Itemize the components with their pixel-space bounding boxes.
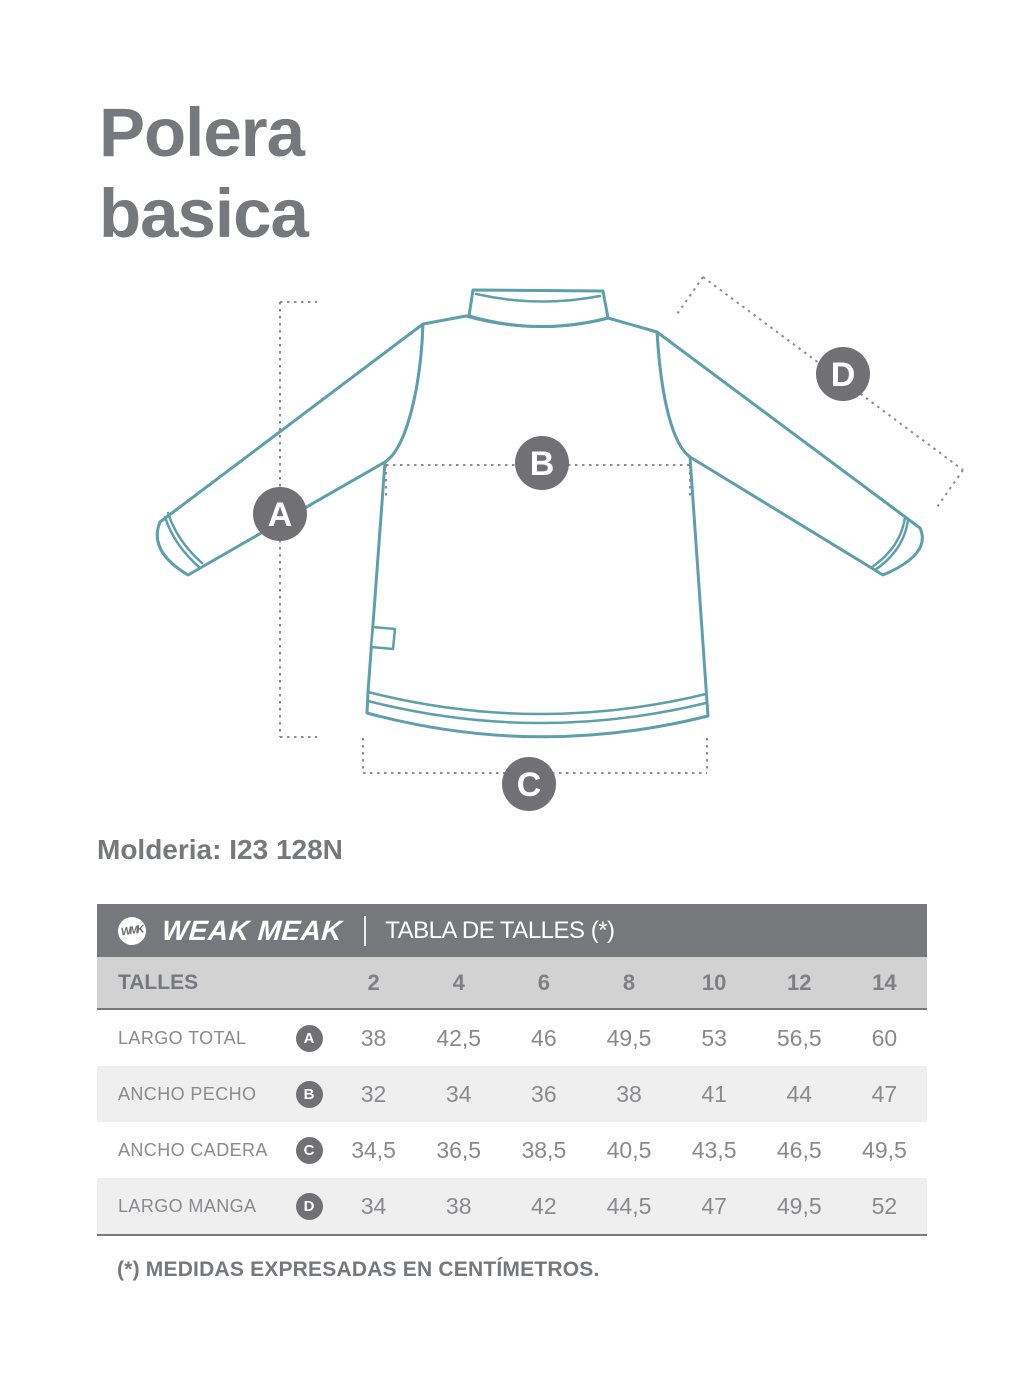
- size-col-header: 12: [787, 969, 812, 995]
- cell-value: 36: [531, 1080, 557, 1107]
- cell-value: 42,5: [436, 1024, 482, 1051]
- row-badge-c: C: [296, 1137, 323, 1164]
- row-badge-a: A: [296, 1025, 323, 1052]
- cell-value: 32: [360, 1080, 387, 1107]
- cell-value: 49,5: [606, 1024, 652, 1051]
- cell-value: 34: [360, 1192, 387, 1219]
- row-label: ANCHO PECHO: [118, 1083, 257, 1104]
- cell-value: 38: [445, 1192, 472, 1219]
- cell-value: 47: [701, 1192, 727, 1219]
- cell-value: 47: [871, 1080, 898, 1107]
- dim-badge-a-letter: A: [267, 496, 293, 535]
- row-badge-d: D: [296, 1193, 323, 1220]
- units-footnote: (*) MEDIDAS EXPRESADAS EN CENTÍMETROS.: [117, 1258, 600, 1281]
- dim-badge-c: [502, 757, 556, 811]
- cell-value: 34,5: [351, 1136, 396, 1163]
- row-label: LARGO TOTAL: [118, 1027, 247, 1048]
- dim-badge-c-letter: C: [516, 766, 542, 805]
- cell-value: 46,5: [776, 1136, 822, 1163]
- cell-value: 38: [360, 1024, 387, 1051]
- body-panel: [367, 316, 708, 737]
- cell-value: 43,5: [691, 1136, 737, 1163]
- size-col-header: 2: [367, 969, 380, 995]
- table-bottom-rule: [97, 1234, 927, 1236]
- side-tag: [371, 627, 395, 649]
- size-table: [97, 904, 927, 1236]
- size-col-header: 8: [622, 969, 636, 995]
- dim-badge-b-letter: B: [529, 445, 555, 484]
- cell-value: 38,5: [521, 1136, 567, 1163]
- table-title: TABLA DE TALLES (*): [385, 916, 615, 944]
- table-row-largo-total: [97, 1010, 927, 1066]
- cell-value: 40,5: [606, 1136, 652, 1163]
- cell-value: 44: [786, 1080, 813, 1107]
- page-title-line1: Polera: [99, 94, 304, 171]
- size-col-header: 10: [701, 969, 727, 995]
- size-col-header: 4: [452, 969, 465, 995]
- table-row-ancho-pecho: [97, 1066, 927, 1122]
- page-title-line2: basica: [99, 175, 308, 252]
- cell-value: 36,5: [436, 1136, 482, 1163]
- cell-value: 41: [701, 1080, 727, 1107]
- size-col-header: 14: [872, 969, 897, 995]
- sizes-header-row: [97, 957, 927, 1010]
- size-col-header: 6: [537, 969, 550, 995]
- brand-monogram: WMK: [120, 923, 144, 938]
- cell-value: 60: [871, 1024, 898, 1051]
- table-row-ancho-cadera: [97, 1122, 927, 1178]
- cell-value: 42: [531, 1192, 557, 1219]
- dim-badge-d: [816, 347, 870, 401]
- row-label: LARGO MANGA: [118, 1195, 257, 1216]
- cell-value: 53: [701, 1024, 727, 1051]
- cell-value: 44,5: [606, 1192, 652, 1219]
- row-label: ANCHO CADERA: [118, 1139, 268, 1160]
- cell-value: 49,5: [862, 1136, 907, 1163]
- dim-badge-d-letter: D: [830, 356, 856, 395]
- sizes-header-label: TALLES: [118, 970, 199, 994]
- brand-logo-icon: [118, 917, 146, 945]
- cell-value: 56,5: [776, 1024, 822, 1051]
- cell-value: 52: [871, 1192, 898, 1219]
- cell-value: 46: [531, 1024, 557, 1051]
- cell-value: 49,5: [776, 1192, 822, 1219]
- cell-value: 34: [445, 1080, 472, 1107]
- cell-value: 38: [616, 1080, 642, 1107]
- dim-badge-b: [515, 436, 569, 490]
- dim-badge-a: [253, 487, 307, 541]
- table-row-largo-manga: [97, 1178, 927, 1234]
- brand-name: WEAK MEAK: [160, 914, 344, 946]
- row-badge-b: B: [296, 1081, 323, 1108]
- header-separator: [364, 916, 366, 946]
- table-header-bar: [97, 904, 927, 957]
- molderia-code: Molderia: I23 128N: [97, 834, 343, 865]
- collar: [469, 290, 608, 327]
